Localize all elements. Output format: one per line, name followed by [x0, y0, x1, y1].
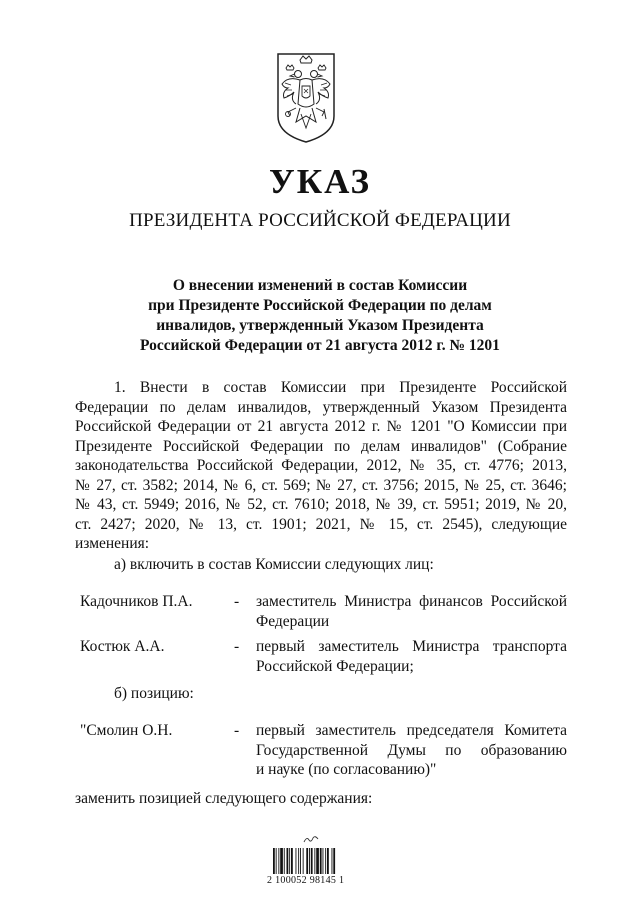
- replace-instruction-text: заменить позицией следующего содержания:: [75, 790, 373, 807]
- russian-coat-of-arms-icon: [276, 52, 336, 144]
- document-subtitle: ПРЕЗИДЕНТА РОССИЙСКОЙ ФЕДЕРАЦИИ: [129, 210, 511, 231]
- person-name: "Смолин О.Н.: [80, 722, 173, 739]
- barcode-bar: [298, 848, 299, 874]
- barcode-bar: [296, 848, 297, 874]
- subject-line: при Президенте Российской Федерации по делам: [148, 297, 492, 314]
- barcode-bar: [300, 848, 301, 874]
- item-a: [114, 555, 574, 575]
- role-line: Федерации: [256, 612, 330, 630]
- person-role: [256, 721, 567, 780]
- paragraph-line: Российской Федерации от 21 августа 2012 г. № 1201 "О Комиссии при: [75, 418, 567, 435]
- barcode-bar: [314, 848, 315, 874]
- barcode-bar: [306, 848, 308, 874]
- barcode-icon: [273, 848, 353, 874]
- dash-separator: -: [234, 593, 240, 610]
- role-line: и науке (по согласованию)": [256, 761, 437, 778]
- paragraph-1: [75, 378, 567, 554]
- paragraph-line: ст. 2427; 2020, № 13, ст. 1901; 2021, № 15, ст. 2545), следующие: [75, 515, 567, 533]
- subject-line: инвалидов, утвержденный Указом Президента: [156, 317, 484, 334]
- role-line: Государственной Думы по образованию: [256, 741, 567, 759]
- paragraph-line: законодательства Российской Федерации, 2012, № 35, ст. 4776; 2013,: [75, 457, 567, 474]
- barcode-bar: [284, 848, 285, 874]
- handwritten-mark-icon: [303, 834, 319, 844]
- barcode-bar: [291, 848, 293, 874]
- barcode-bar: [327, 848, 329, 874]
- barcode-bar: [289, 848, 290, 874]
- role-line: Российской Федерации;: [256, 657, 414, 675]
- barcode-bar: [320, 848, 322, 874]
- person-role: [256, 592, 567, 631]
- role-line: заместитель Министра финансов Российской: [256, 593, 567, 610]
- replace-instruction: [75, 789, 475, 809]
- person-name: Костюк А.А.: [80, 638, 165, 655]
- dash-separator: -: [234, 722, 240, 739]
- paragraph-line: Президенте Российской Федерации по делам инвалидов" (Собрание: [75, 437, 567, 455]
- barcode-number: 2 100052 98145 1: [267, 875, 345, 886]
- barcode-bar: [311, 848, 313, 874]
- person-role: [256, 637, 567, 676]
- document-title: УКАЗ: [269, 162, 371, 201]
- item-a-text: а) включить в состав Комиссии следующих лиц:: [114, 556, 434, 573]
- barcode-bar: [280, 848, 283, 874]
- role-line: первый заместитель председателя Комитета: [256, 722, 567, 739]
- paragraph-line: № 27, ст. 3582; 2014, № 6, ст. 569; № 27, ст. 3756; 2015, № 25, ст. 3646;: [75, 476, 567, 494]
- barcode-bar: [316, 848, 319, 874]
- barcode-bar: [325, 848, 326, 874]
- barcode-bar: [303, 848, 304, 874]
- barcode-bar: [287, 848, 289, 874]
- item-b-text: б) позицию:: [114, 685, 194, 702]
- barcode-bar: [309, 848, 310, 874]
- dash-separator: -: [234, 638, 240, 655]
- barcode-bar: [323, 848, 324, 874]
- document-subject: [0, 276, 640, 356]
- role-line: первый заместитель Министра транспорта: [256, 638, 567, 655]
- item-b: [114, 684, 414, 704]
- subject-line: Российской Федерации от 21 августа 2012 г. № 1201: [140, 337, 500, 354]
- paragraph-line: изменения:: [75, 535, 150, 552]
- person-name: Кадочников П.А.: [80, 593, 193, 610]
- barcode-bar: [276, 848, 277, 874]
- paragraph-line: № 43, ст. 5949; 2016, № 52, ст. 7610; 2018, № 39, ст. 5951; 2019, № 20,: [75, 496, 567, 513]
- barcode-bar: [278, 848, 279, 874]
- barcode-bar: [333, 848, 335, 874]
- paragraph-line: 1. Внести в состав Комиссии при Президенте Российской: [114, 379, 567, 396]
- paragraph-line: Федерации по делам инвалидов, утвержденный Указом Президента: [75, 398, 567, 416]
- barcode-bar: [332, 848, 333, 874]
- subject-line: О внесении изменений в состав Комиссии: [172, 277, 468, 294]
- barcode-bar: [273, 848, 275, 874]
